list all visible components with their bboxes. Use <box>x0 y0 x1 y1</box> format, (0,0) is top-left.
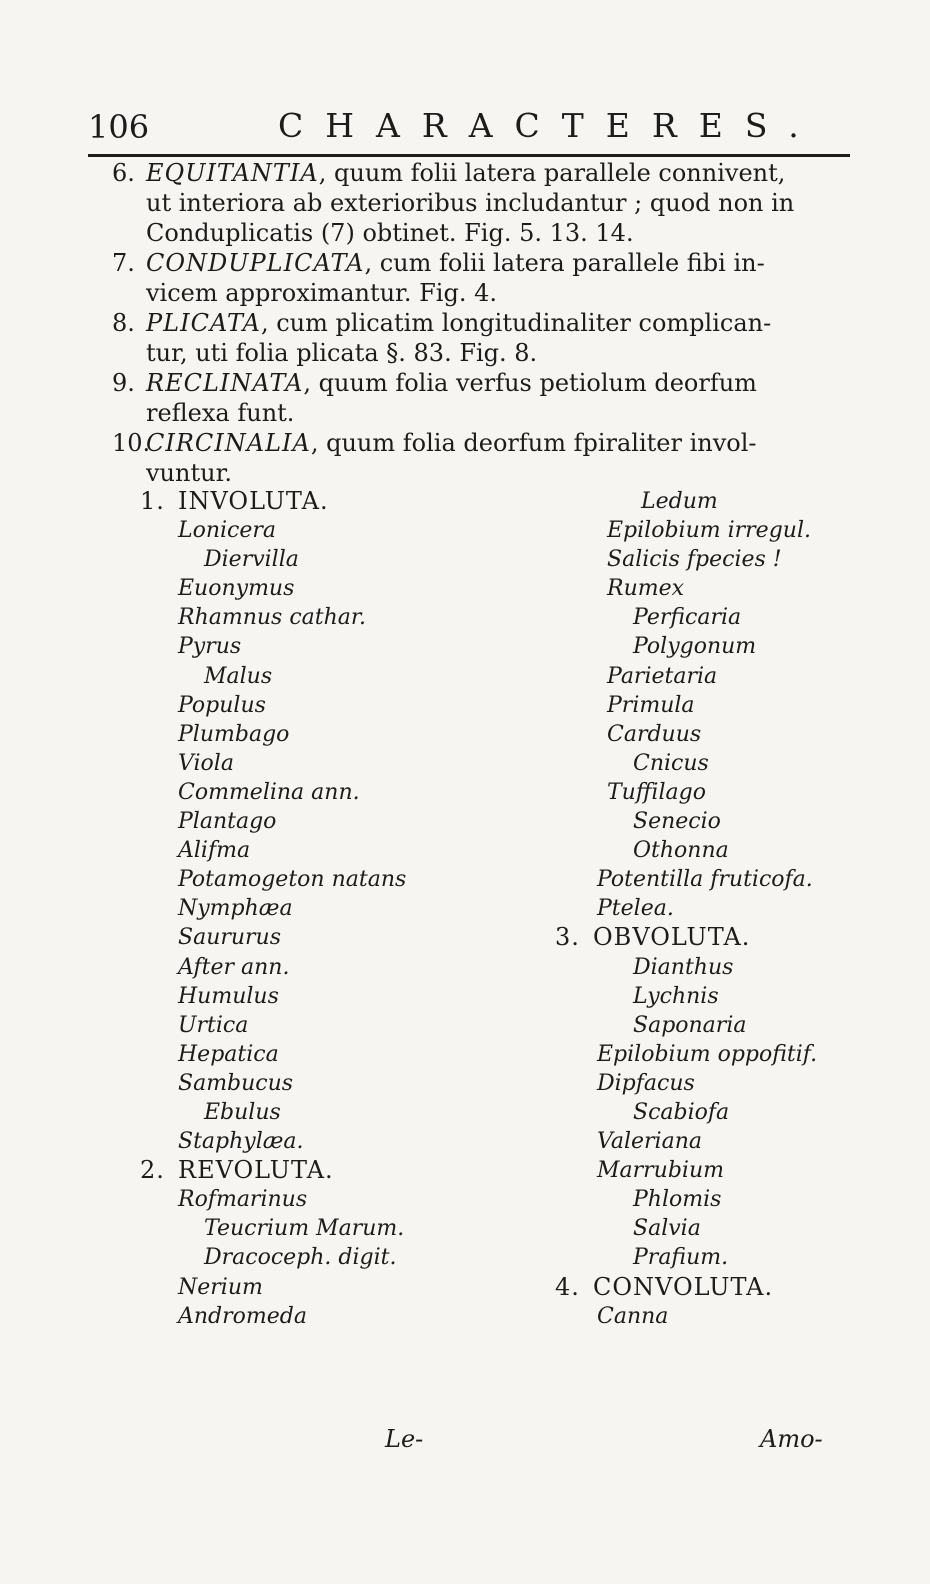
plant-item: Cnicus <box>633 750 709 776</box>
header-rule <box>88 154 850 157</box>
plant-item: Andromeda <box>178 1303 307 1329</box>
definition-text: , quum folia deorfum fpiraliter invol- <box>310 429 757 457</box>
definition-text-cont: Conduplicatis (7) obtinet. Fig. 5. 13. 14. <box>146 219 634 247</box>
definition-text: , cum plicatim longitudinaliter complican- <box>260 309 772 337</box>
plant-item: Saponaria <box>633 1012 747 1038</box>
definition-text-cont: reflexa funt. <box>146 399 295 427</box>
section-label: OBVOLUTA. <box>593 923 751 952</box>
definitions-list <box>112 158 862 488</box>
definition-number: 7. <box>112 249 135 277</box>
plant-item: Parietaria <box>607 663 718 689</box>
definition-term: CONDUPLICATA <box>146 249 365 277</box>
plant-item: Othonna <box>633 838 729 864</box>
plant-item: Epilobium irregul. <box>607 518 811 544</box>
definition-text-cont: ut interiora ab exterioribus includantur ; quod non in <box>146 189 795 217</box>
plant-item: Nerium <box>178 1274 263 1300</box>
section-number: 4. <box>555 1272 580 1301</box>
definition-number: 6. <box>112 159 135 187</box>
definition-text: , quum folia verfus petiolum deorfum <box>303 369 757 397</box>
plant-item: Lonicera <box>178 518 277 544</box>
section-number: 1. <box>140 487 165 515</box>
plant-item: Salicis fpecies ! <box>607 547 782 573</box>
definition-text: , quum folii latera parallele connivent, <box>318 159 786 187</box>
plant-item: Polygonum <box>633 634 757 660</box>
plant-item: Valeriana <box>597 1129 702 1155</box>
plant-item: Scabiofa <box>633 1099 730 1125</box>
plant-item: Ledum <box>641 489 718 514</box>
plant-item: Plumbago <box>178 721 290 747</box>
section-label: CONVOLUTA. <box>593 1272 774 1301</box>
definition-number: 10. <box>112 429 151 457</box>
plant-item: Ptelea. <box>597 896 674 922</box>
catchword-right: Amo- <box>760 1425 823 1453</box>
plant-item: Populus <box>178 692 266 718</box>
plant-item: Urtica <box>178 1012 249 1038</box>
plant-item: Tuffilago <box>607 779 706 805</box>
plant-item: Epilobium oppofitif. <box>597 1041 818 1067</box>
definition-text-cont: tur, uti folia plicata §. 83. Fig. 8. <box>146 339 538 367</box>
plant-item: Malus <box>204 663 273 689</box>
plant-item: Potentilla fruticofa. <box>597 867 813 893</box>
plant-item: Plantago <box>178 809 277 835</box>
plant-item: Staphylæa. <box>178 1129 304 1155</box>
plant-item: Canna <box>597 1303 669 1329</box>
definition-6 <box>112 158 862 248</box>
section-number: 3. <box>555 923 580 952</box>
plant-item: Nymphæa <box>178 896 293 922</box>
plant-item: Carduus <box>607 721 702 747</box>
left-column <box>140 487 520 1331</box>
plant-item: Saururus <box>178 925 282 951</box>
plant-item: After ann. <box>178 954 290 980</box>
plant-item: Commelina ann. <box>178 779 360 805</box>
plant-item: Ebulus <box>204 1099 281 1125</box>
plant-item: Sambucus <box>178 1070 294 1096</box>
definition-9 <box>112 368 862 428</box>
definition-term: PLICATA <box>146 309 261 337</box>
section-heading-involuta <box>140 487 520 516</box>
section-heading-obvoluta <box>555 923 885 952</box>
right-column <box>555 487 885 1331</box>
plant-item: Lychnis <box>633 983 719 1009</box>
definition-text-cont: vuntur. <box>146 459 233 487</box>
plant-item: Dracoceph. digit. <box>204 1245 397 1271</box>
plant-item: Rofmarinus <box>178 1187 308 1213</box>
definition-8 <box>112 308 862 368</box>
section-heading-convoluta <box>555 1273 885 1302</box>
plant-item: Diervilla <box>204 547 299 573</box>
definition-text: , cum folii latera parallele fibi in- <box>364 249 765 277</box>
section-label: REVOLUTA. <box>178 1156 334 1185</box>
definition-number: 8. <box>112 309 135 337</box>
section-heading-revoluta <box>140 1156 520 1185</box>
definition-number: 9. <box>112 369 135 397</box>
plant-item: Hepatica <box>178 1041 279 1067</box>
plant-item: Teucrium Marum. <box>204 1216 405 1242</box>
definition-term: RECLINATA <box>146 369 304 397</box>
plant-item: Pyrus <box>178 634 242 660</box>
plant-item: Potamogeton natans <box>178 867 407 893</box>
page-number: 106 <box>88 108 150 146</box>
plant-item: Dipfacus <box>597 1070 695 1096</box>
definition-text-cont: vicem approximantur. Fig. 4. <box>146 279 497 307</box>
plant-item: Humulus <box>178 983 279 1009</box>
plant-item: Senecio <box>633 809 721 835</box>
plant-item: Prafium. <box>633 1245 729 1271</box>
plant-item: Perficaria <box>633 605 742 631</box>
definition-term: CIRCINALIA <box>146 429 311 457</box>
definition-term: EQUITANTIA <box>146 159 319 187</box>
plant-item: Dianthus <box>633 954 734 980</box>
plant-item: Euonymus <box>178 576 295 602</box>
definition-7 <box>112 248 862 308</box>
running-head: CHARACTERES. <box>278 106 821 145</box>
plant-item: Marrubium <box>597 1158 724 1184</box>
plant-item: Phlomis <box>633 1187 722 1213</box>
page-header <box>88 100 858 150</box>
plant-item: Salvia <box>633 1216 701 1242</box>
section-number: 2. <box>140 1156 165 1185</box>
plant-item: Primula <box>607 692 695 718</box>
definition-10 <box>112 428 862 488</box>
section-label: INVOLUTA. <box>178 487 329 515</box>
catchword-left: Le- <box>385 1425 424 1453</box>
plant-item: Alifma <box>178 838 251 864</box>
plant-item: Rumex <box>607 576 685 602</box>
plant-item: Rhamnus cathar. <box>178 605 366 631</box>
plant-item: Viola <box>178 750 234 776</box>
